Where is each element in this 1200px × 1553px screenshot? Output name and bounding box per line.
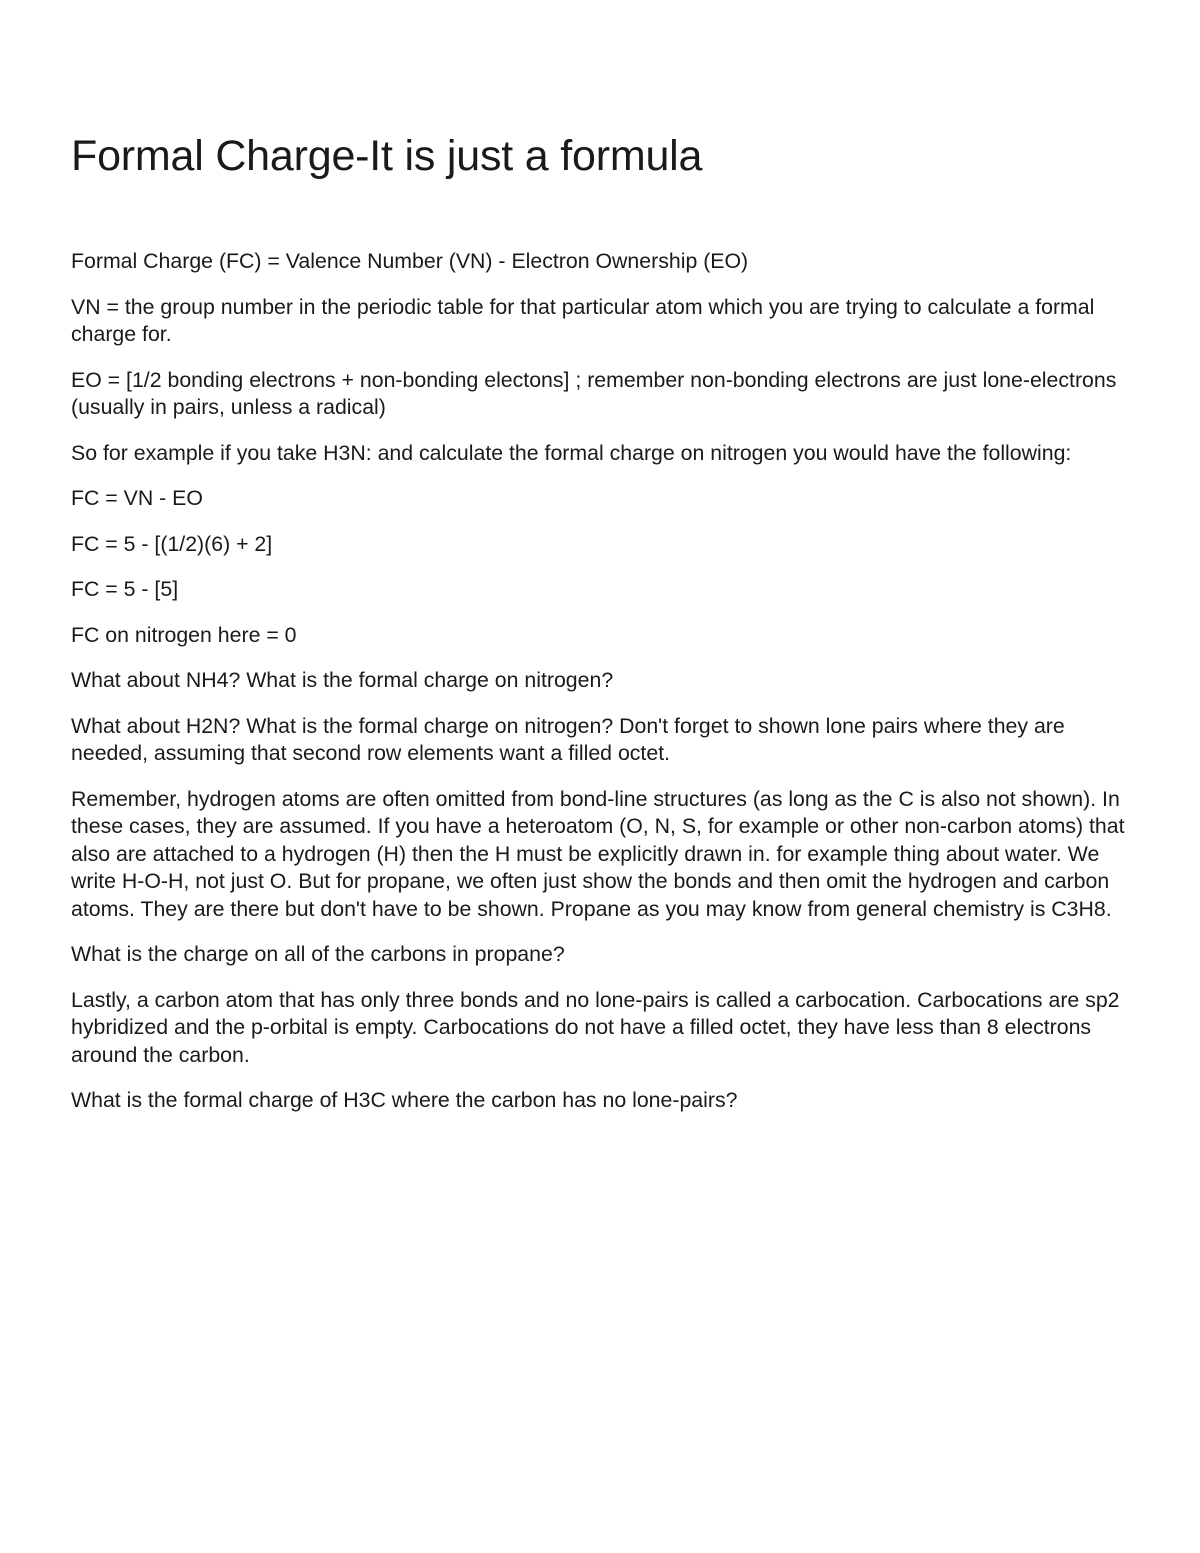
paragraph-question-h2n: What about H2N? What is the formal charge on nitrogen? Don't forget to shown lone pairs where they are needed, assuming that second row elements want a filled octet. — [71, 713, 1065, 765]
paragraph-question-h3c: What is the formal charge of H3C where the carbon has no lone-pairs? — [71, 1088, 738, 1112]
paragraph-vn-definition: VN = the group number in the periodic table for that particular atom which you are trying to calculate a formal charge for. — [71, 294, 1095, 346]
paragraph-carbocation: Lastly, a carbon atom that has only three bonds and no lone-pairs is called a carbocation. Carbocations are sp2 hybridized and the p-orbital is empty. Carbocations do not have a filled octet, they have less than 8 electrons around the carbon. — [71, 987, 1120, 1067]
paragraph-eo-definition: EO = [1/2 bonding electrons + non-bonding electons] ; remember non-bonding electrons are just lone-electrons (usually in pairs, unless a radical) — [71, 367, 1117, 419]
paragraph-question-nh4: What about NH4? What is the formal charge on nitrogen? — [71, 668, 614, 692]
paragraph-formula: Formal Charge (FC) = Valence Number (VN) - Electron Ownership (EO) — [71, 249, 749, 273]
paragraph-hydrogen-note: Remember, hydrogen atoms are often omitted from bond-line structures (as long as the C is also not shown). In these cases, they are assumed. If you have a heteroatom (O, N, S, for example or other non-carbon atoms) that also are attached to a hydrogen (H) then the H must be explicitly drawn in. for example thing about water. We write H-O-H, not just O. But for propane, we often just show the bonds and then omit the hydrogen and carbon atoms. They are there but don't have to be shown. Propane as you may know from general chemistry is C3H8. — [71, 786, 1125, 921]
document-title: Formal Charge-It is just a formula — [71, 132, 703, 180]
paragraph-equation-result: FC on nitrogen here = 0 — [71, 622, 297, 647]
paragraph-question-propane: What is the charge on all of the carbons in propane? — [71, 942, 565, 966]
paragraph-example-intro: So for example if you take H3N: and calculate the formal charge on nitrogen you would have the following: — [71, 440, 1072, 465]
paragraph-list — [71, 248, 1136, 1115]
paragraph-equation-step-1: FC = VN - EO — [71, 486, 203, 510]
paragraph-equation-step-2: FC = 5 - [(1/2)(6) + 2] — [71, 531, 273, 556]
document-body — [71, 128, 1136, 1133]
paragraph-equation-step-3: FC = 5 - [5] — [71, 577, 179, 601]
